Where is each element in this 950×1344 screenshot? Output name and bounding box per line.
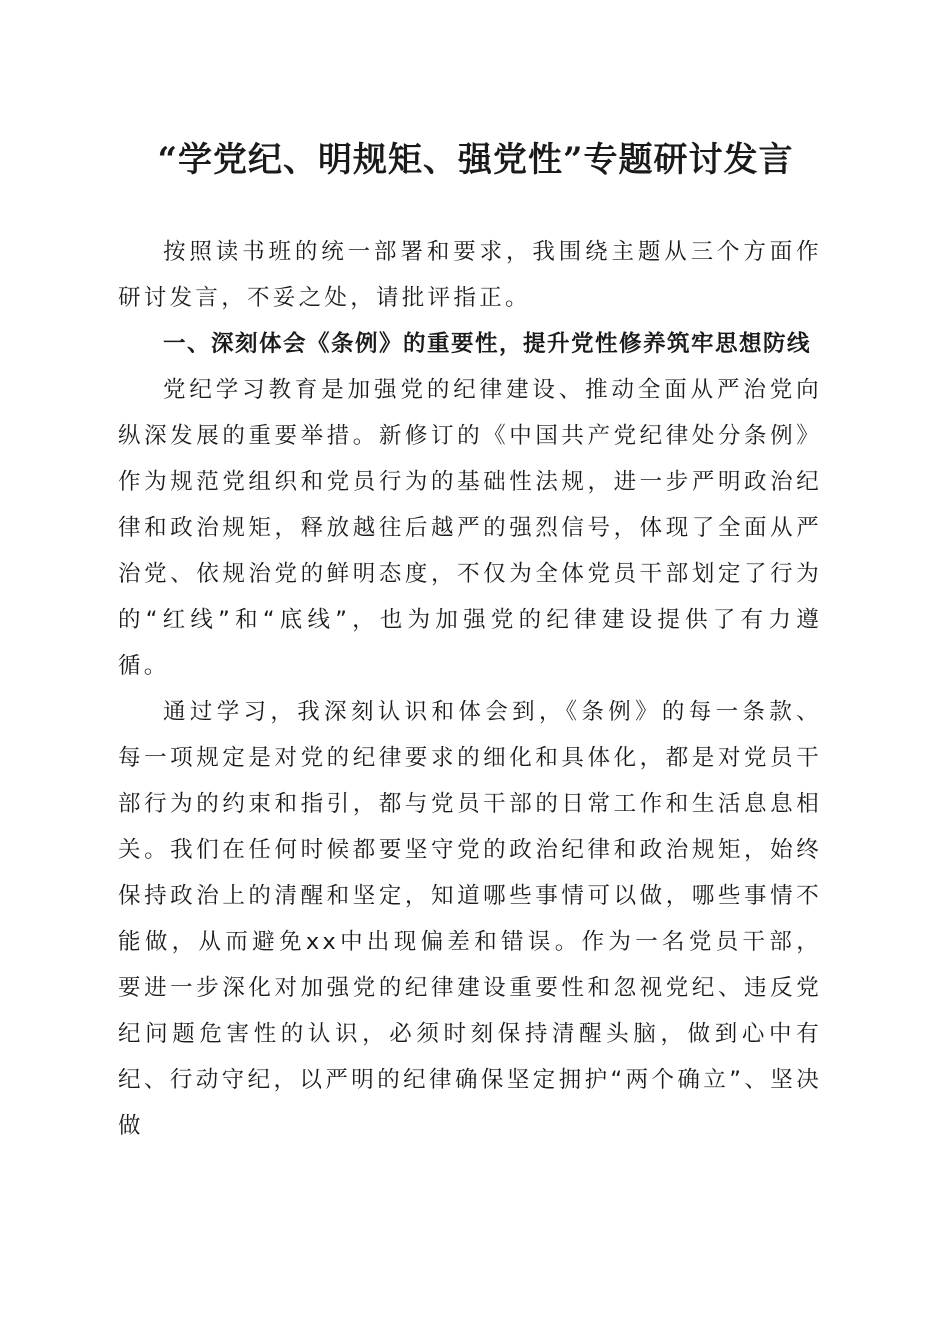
body-paragraph: 通过学习，我深刻认识和体会到，《条例》的每一条款、每一项规定是对党的纪律要求的细化和具体化，都是对党员干部行为的约束和指引，都与党员干部的日常工作和生活息息相关。我们在任何时候都要坚守党的政治纪律和政治规矩，始终保持政治上的清醒和坚定，知道哪些事情可以做，哪些事情不能做，从而避免xx中出现偏差和错误。作为一名党员干部，要进一步深化对加强党的纪律建设重要性和忽视党纪、违反党纪问题危害性的认识，必须时刻保持清醒头脑，做到心中有纪、行动守纪，以严明的纪律确保坚定拥护“两个确立”、坚决做	[118, 699, 822, 1139]
intro-paragraph: 按照读书班的统一部署和要求，我围绕主题从三个方面作研讨发言，不妥之处，请批评指正。	[118, 239, 822, 311]
document-body	[118, 229, 822, 1149]
body-paragraph: 党纪学习教育是加强党的纪律建设、推动全面从严治党向纵深发展的重要举措。新修订的《中国共产党纪律处分条例》作为规范党组织和党员行为的基础性法规，进一步严明政治纪律和政治规矩，释放越往后越严的强烈信号，体现了全面从严治党、依规治党的鲜明态度，不仅为全体党员干部划定了行为的“红线”和“底线”，也为加强党的纪律建设提供了有力遵循。	[118, 377, 822, 679]
section-heading: 一、深刻体会《条例》的重要性，提升党性修养筑牢思想防线	[163, 331, 812, 357]
document-title: “学党纪、明规矩、强党性”专题研讨发言	[157, 140, 794, 180]
